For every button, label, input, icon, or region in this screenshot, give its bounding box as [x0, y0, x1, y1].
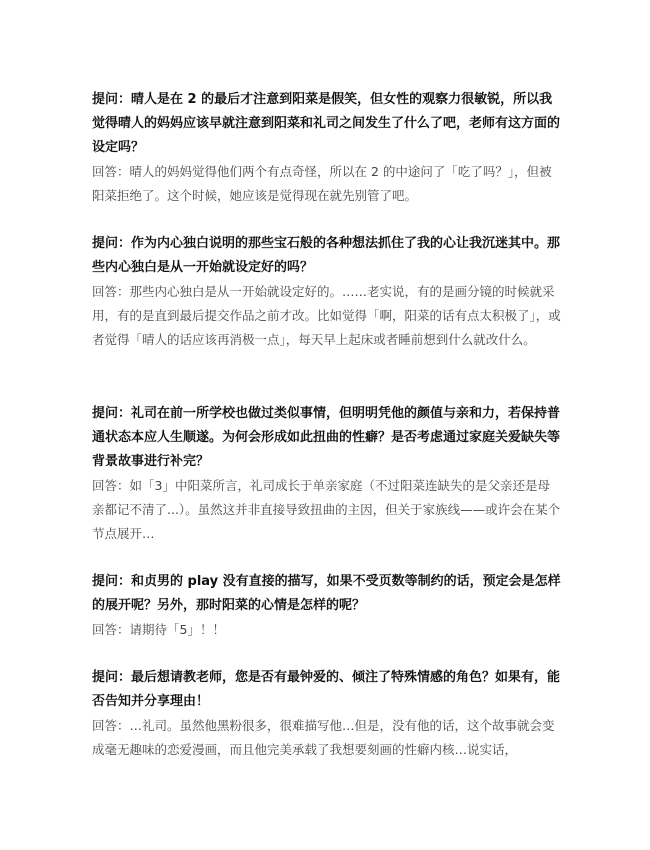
question-text: 提问：和贞男的 play 没有直接的描写，如果不受页数等制约的话，预定会是怎样的展开呢？另外，那时阳菜的心情是怎样的呢？ — [92, 574, 561, 613]
answer-text: 回答：…礼司。虽然他黑粉很多，很难描写他…但是，没有他的话，这个故事就会变成毫无趣味的恋爱漫画，而且他完美承载了我想要刻画的性癖内核…说实话， — [92, 718, 555, 757]
question-text: 提问：礼司在前一所学校也做过类似事情，但明明凭他的颜值与亲和力，若保持普通状态本应人生顺遂。为何会形成如此扭曲的性癖？是否考虑通过家庭关爱缺失等背景故事进行补完？ — [92, 406, 561, 469]
qa-block-3 — [92, 402, 562, 546]
qa-block-4 — [92, 570, 562, 642]
question-text: 提问：晴人是在 2 的最后才注意到阳菜是假笑，但女性的观察力很敏锐，所以我觉得晴人的妈妈应该早就注意到阳菜和礼司之间发生了什么了吧，老师有这方面的设定吗？ — [92, 92, 561, 155]
qa-block-5 — [92, 666, 562, 762]
qa-block-2 — [92, 232, 562, 352]
answer-text: 回答：如「3」中阳菜所言，礼司成长于单亲家庭（不过阳菜连缺失的是父亲还是母亲都记不清了...）。虽然这并非直接导致扭曲的主因，但关于家族线——或许会在某个节点展开… — [92, 478, 561, 541]
question-text: 提问：最后想请教老师，您是否有最钟爱的、倾注了特殊情感的角色？如果有，能否告知并分享理由！ — [92, 670, 561, 709]
answer-text: 回答：请期待「5」！！ — [92, 622, 225, 637]
answer-text: 回答：晴人的妈妈觉得他们两个有点奇怪，所以在 2 的中途问了「吃了吗？」，但被阳菜拒绝了。这个时候，她应该是觉得现在就先别管了吧。 — [92, 164, 552, 203]
question-text: 提问：作为内心独白说明的那些宝石般的各种想法抓住了我的心让我沉迷其中。那些内心独白是从一开始就设定好的吗？ — [92, 236, 561, 275]
answer-text: 回答：那些内心独白是从一开始就设定好的。……老实说，有的是画分镜的时候就采用，有的是直到最后提交作品之前才改。比如觉得「啊，阳菜的话有点太积极了」，或者觉得「晴人的话应该再消极一点」，每天早上起床或者睡前想到什么就改什么。 — [92, 284, 561, 347]
qa-block-1 — [92, 88, 562, 208]
